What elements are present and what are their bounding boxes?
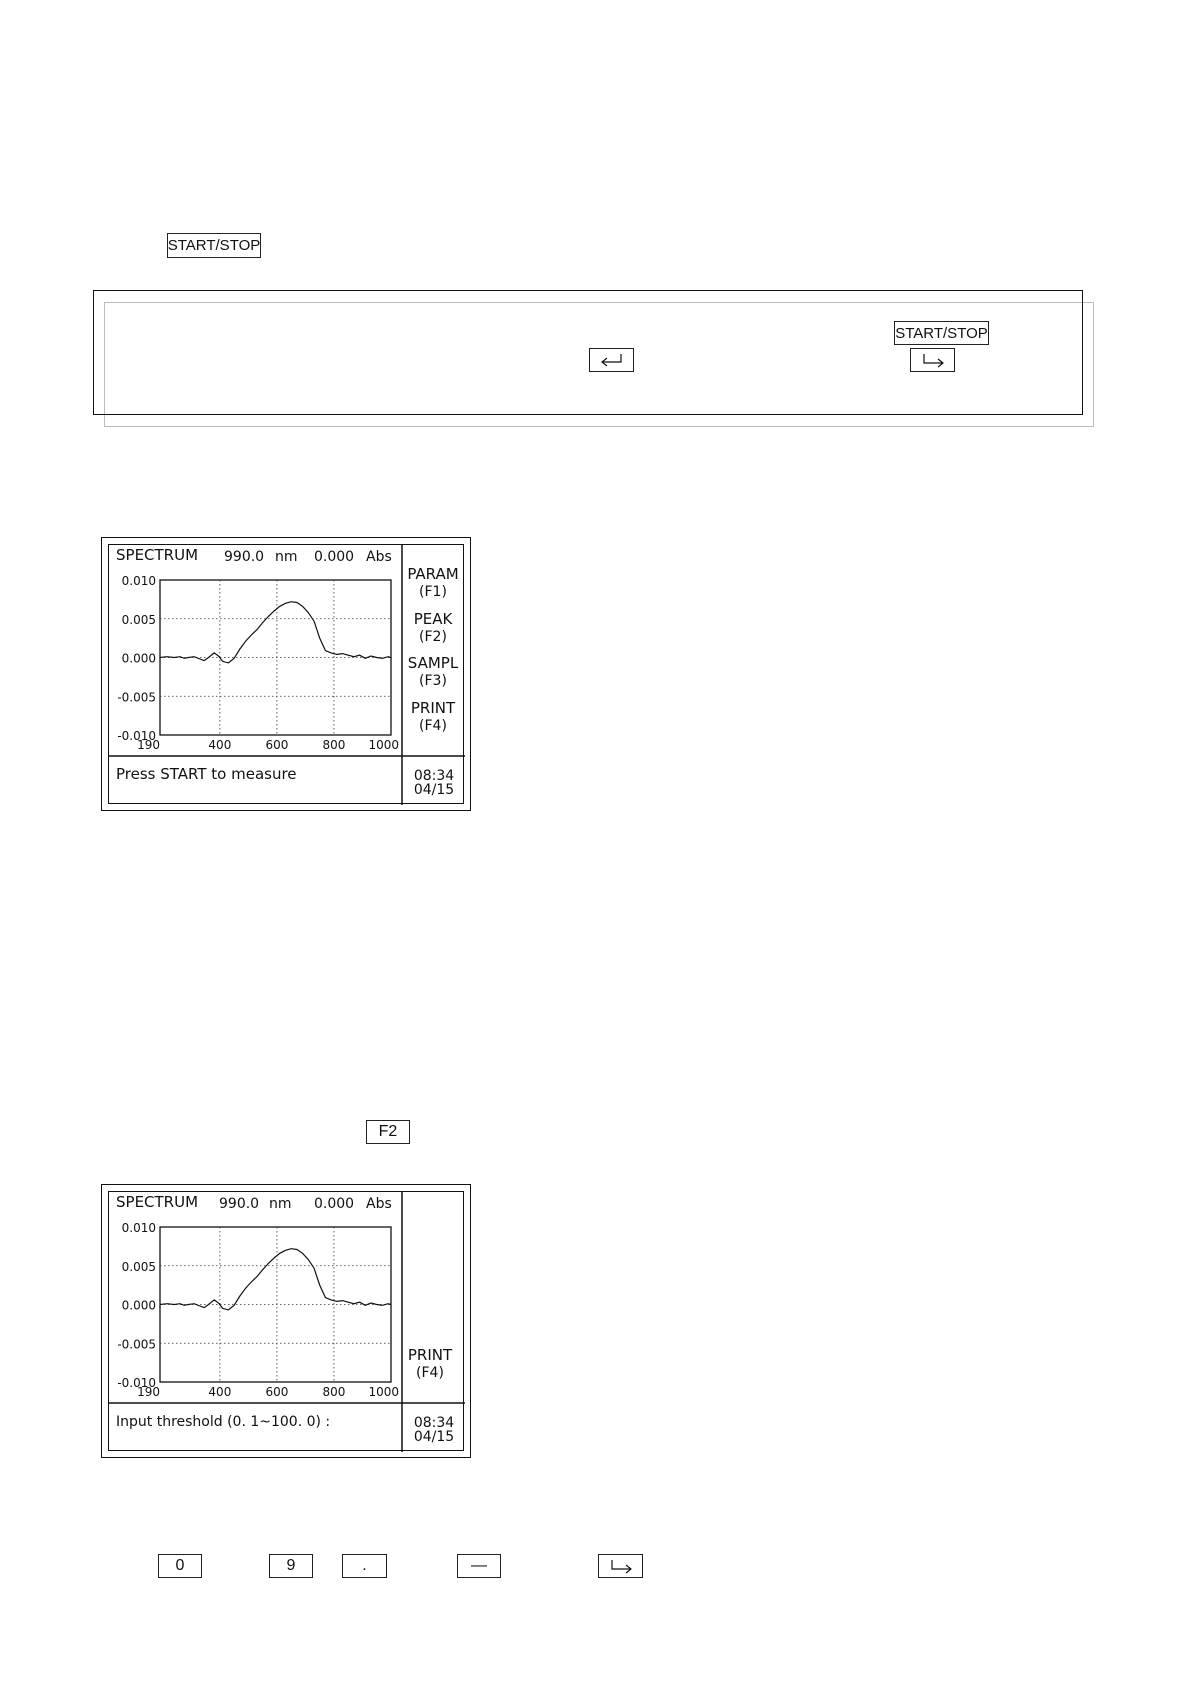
x-tick-label: 190 <box>137 738 160 752</box>
spectrum-line <box>160 602 391 663</box>
y-tick-label: 0.010 <box>121 1221 156 1235</box>
enter-key-icon <box>597 352 627 368</box>
y-tick-label: 0.000 <box>121 1298 156 1313</box>
y-tick-label: -0.010 <box>117 729 156 743</box>
wavelength-unit: nm <box>269 1196 292 1212</box>
clock-time: 08:34 <box>413 1415 455 1431</box>
lcd-display <box>102 538 472 812</box>
next-key[interactable] <box>910 348 955 372</box>
next-key-icon <box>918 352 948 368</box>
lcd-screen-spectrum <box>101 537 471 811</box>
y-tick-label: 0.005 <box>121 612 156 627</box>
y-tick-label: 0.005 <box>121 1259 156 1274</box>
x-tick-label: 600 <box>265 1385 289 1399</box>
spectrum-plot <box>117 574 399 752</box>
menu-print-label: PRINT <box>407 1346 453 1364</box>
y-tick-label: 0.000 <box>121 651 156 666</box>
start-stop-key[interactable]: START/STOP <box>894 321 989 345</box>
screen-title: SPECTRUM <box>116 546 199 564</box>
x-tick-label: 600 <box>265 738 289 752</box>
spectrum-plot <box>117 1221 399 1399</box>
reading-value: 0.000 <box>314 549 355 565</box>
clock-date: 04/15 <box>413 782 455 798</box>
clock-time: 08:34 <box>413 768 455 784</box>
f2-key[interactable]: F2 <box>366 1120 410 1144</box>
status-message: Input threshold (0. 1~100. 0) : <box>116 1414 331 1430</box>
reading-value: 0.000 <box>314 1196 355 1212</box>
start-stop-key[interactable]: START/STOP <box>167 233 261 258</box>
x-tick-label: 800 <box>322 1385 346 1399</box>
clock-date: 04/15 <box>413 1429 455 1445</box>
x-tick-label: 800 <box>322 738 346 752</box>
next-key-icon <box>606 1558 636 1574</box>
y-tick-label: -0.010 <box>117 1376 156 1390</box>
lcd-screen-threshold <box>101 1184 471 1458</box>
reading-unit: Abs <box>366 549 392 565</box>
menu-print-key: (F4) <box>419 718 447 734</box>
menu-param-label: PARAM <box>407 565 459 583</box>
softkey-menu <box>407 565 459 734</box>
x-tick-label: 400 <box>208 1385 232 1399</box>
menu-sampl-label: SAMPL <box>407 654 459 672</box>
y-tick-label: -0.005 <box>117 1337 156 1352</box>
menu-peak-key: (F2) <box>419 629 447 645</box>
x-tick-label: 190 <box>137 1385 160 1399</box>
lcd-display <box>102 1185 472 1459</box>
screen-title: SPECTRUM <box>116 1193 199 1211</box>
status-message: Press START to measure <box>116 765 297 783</box>
menu-sampl-key: (F3) <box>419 673 447 689</box>
y-tick-label: 0.010 <box>121 574 156 588</box>
enter-key[interactable] <box>589 348 634 372</box>
key-0[interactable]: 0 <box>158 1554 202 1578</box>
x-tick-label: 400 <box>208 738 232 752</box>
wavelength-value: 990.0 <box>219 1196 260 1212</box>
menu-print-label: PRINT <box>410 699 456 717</box>
x-tick-label: 1000 <box>368 738 399 752</box>
key-dot[interactable]: . <box>342 1554 387 1578</box>
reading-unit: Abs <box>366 1196 392 1212</box>
next-key[interactable] <box>598 1554 643 1578</box>
wavelength-value: 990.0 <box>224 549 265 565</box>
key-minus[interactable]: — <box>457 1554 501 1578</box>
menu-print-key: (F4) <box>416 1365 444 1381</box>
x-tick-label: 1000 <box>368 1385 399 1399</box>
key-9[interactable]: 9 <box>269 1554 313 1578</box>
wavelength-unit: nm <box>275 549 298 565</box>
spectrum-line <box>160 1249 391 1310</box>
menu-peak-label: PEAK <box>413 610 453 628</box>
y-tick-label: -0.005 <box>117 690 156 705</box>
menu-param-key: (F1) <box>419 584 447 600</box>
